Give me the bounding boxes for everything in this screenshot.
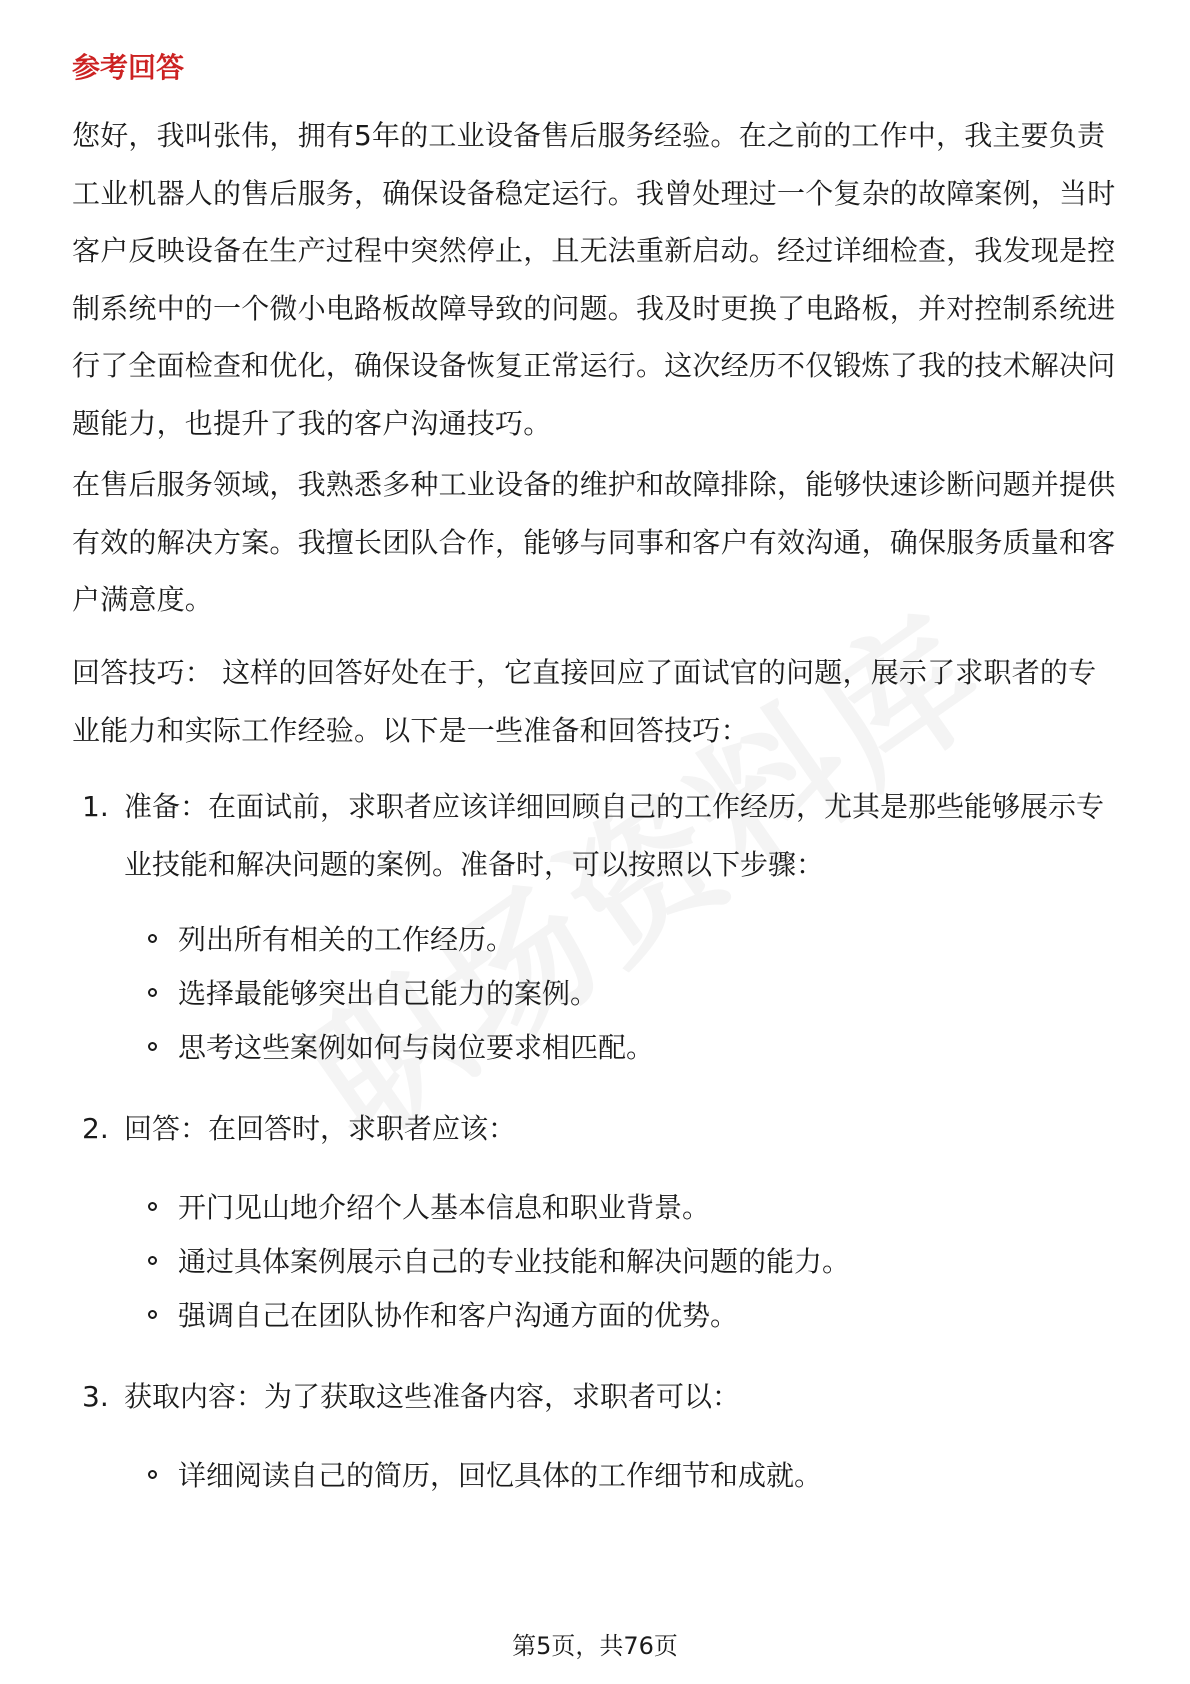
skills-paragraph: 在售后服务领域，我熟悉多种工业设备的维护和故障排除，能够快速诊断问题并提供有效的解决方案。我擅长团队合作，能够与同事和客户有效沟通，确保服务质量和客户满意度。 bbox=[72, 468, 1116, 616]
bullet-circle-icon bbox=[148, 988, 157, 997]
list-item-text: 获取内容：为了获取这些准备内容，求职者可以： bbox=[124, 1380, 741, 1413]
bullet-text: 详细阅读自己的简历，回忆具体的工作细节和成就。 bbox=[178, 1459, 823, 1492]
page-number-footer: 第5页，共76页 bbox=[512, 1632, 678, 1660]
list-number: 1. bbox=[82, 790, 109, 823]
tips-paragraph: 回答技巧： 这样的回答好处在于，它直接回应了面试官的问题，展示了求职者的专业能力和实际工作经验。以下是一些准备和回答技巧： bbox=[72, 656, 1097, 747]
bullet-circle-icon bbox=[148, 934, 157, 943]
bullet-circle-icon bbox=[148, 1310, 157, 1319]
list-item-text: 回答：在回答时，求职者应该： bbox=[124, 1112, 517, 1145]
bullet-text: 强调自己在团队协作和客户沟通方面的优势。 bbox=[178, 1299, 739, 1332]
bullet-circle-icon bbox=[148, 1256, 157, 1265]
bullet-circle-icon bbox=[148, 1470, 157, 1479]
bullet-circle-icon bbox=[148, 1202, 157, 1211]
bullet-text: 开门见山地介绍个人基本信息和职业背景。 bbox=[178, 1191, 711, 1224]
bullet-circle-icon bbox=[148, 1042, 157, 1051]
list-number: 3. bbox=[82, 1380, 109, 1413]
bullet-text: 列出所有相关的工作经历。 bbox=[178, 923, 515, 956]
section-title: 参考回答 bbox=[72, 51, 185, 84]
list-item-text: 准备：在面试前，求职者应该详细回顾自己的工作经历，尤其是那些能够展示专业技能和解决问题的案例。准备时，可以按照以下步骤： bbox=[124, 790, 1105, 881]
intro-paragraph: 您好，我叫张伟，拥有5年的工业设备售后服务经验。在之前的工作中，我主要负责工业机器人的售后服务，确保设备稳定运行。我曾处理过一个复杂的故障案例，当时客户反映设备在生产过程中突然停止，且无法重新启动。经过详细检查，我发现是控制系统中的一个微小电路板故障导致的问题。我及时更换了电路板，并对控制系统进行了全面检查和优化，确保设备恢复正常运行。这次经历不仅锻炼了我的技术解决问题能力，也提升了我的客户沟通技巧。 bbox=[72, 119, 1116, 440]
bullet-text: 通过具体案例展示自己的专业技能和解决问题的能力。 bbox=[178, 1245, 851, 1278]
bullet-text: 选择最能够突出自己能力的案例。 bbox=[178, 977, 599, 1010]
list-number: 2. bbox=[82, 1112, 109, 1145]
bullet-text: 思考这些案例如何与岗位要求相匹配。 bbox=[178, 1031, 655, 1064]
